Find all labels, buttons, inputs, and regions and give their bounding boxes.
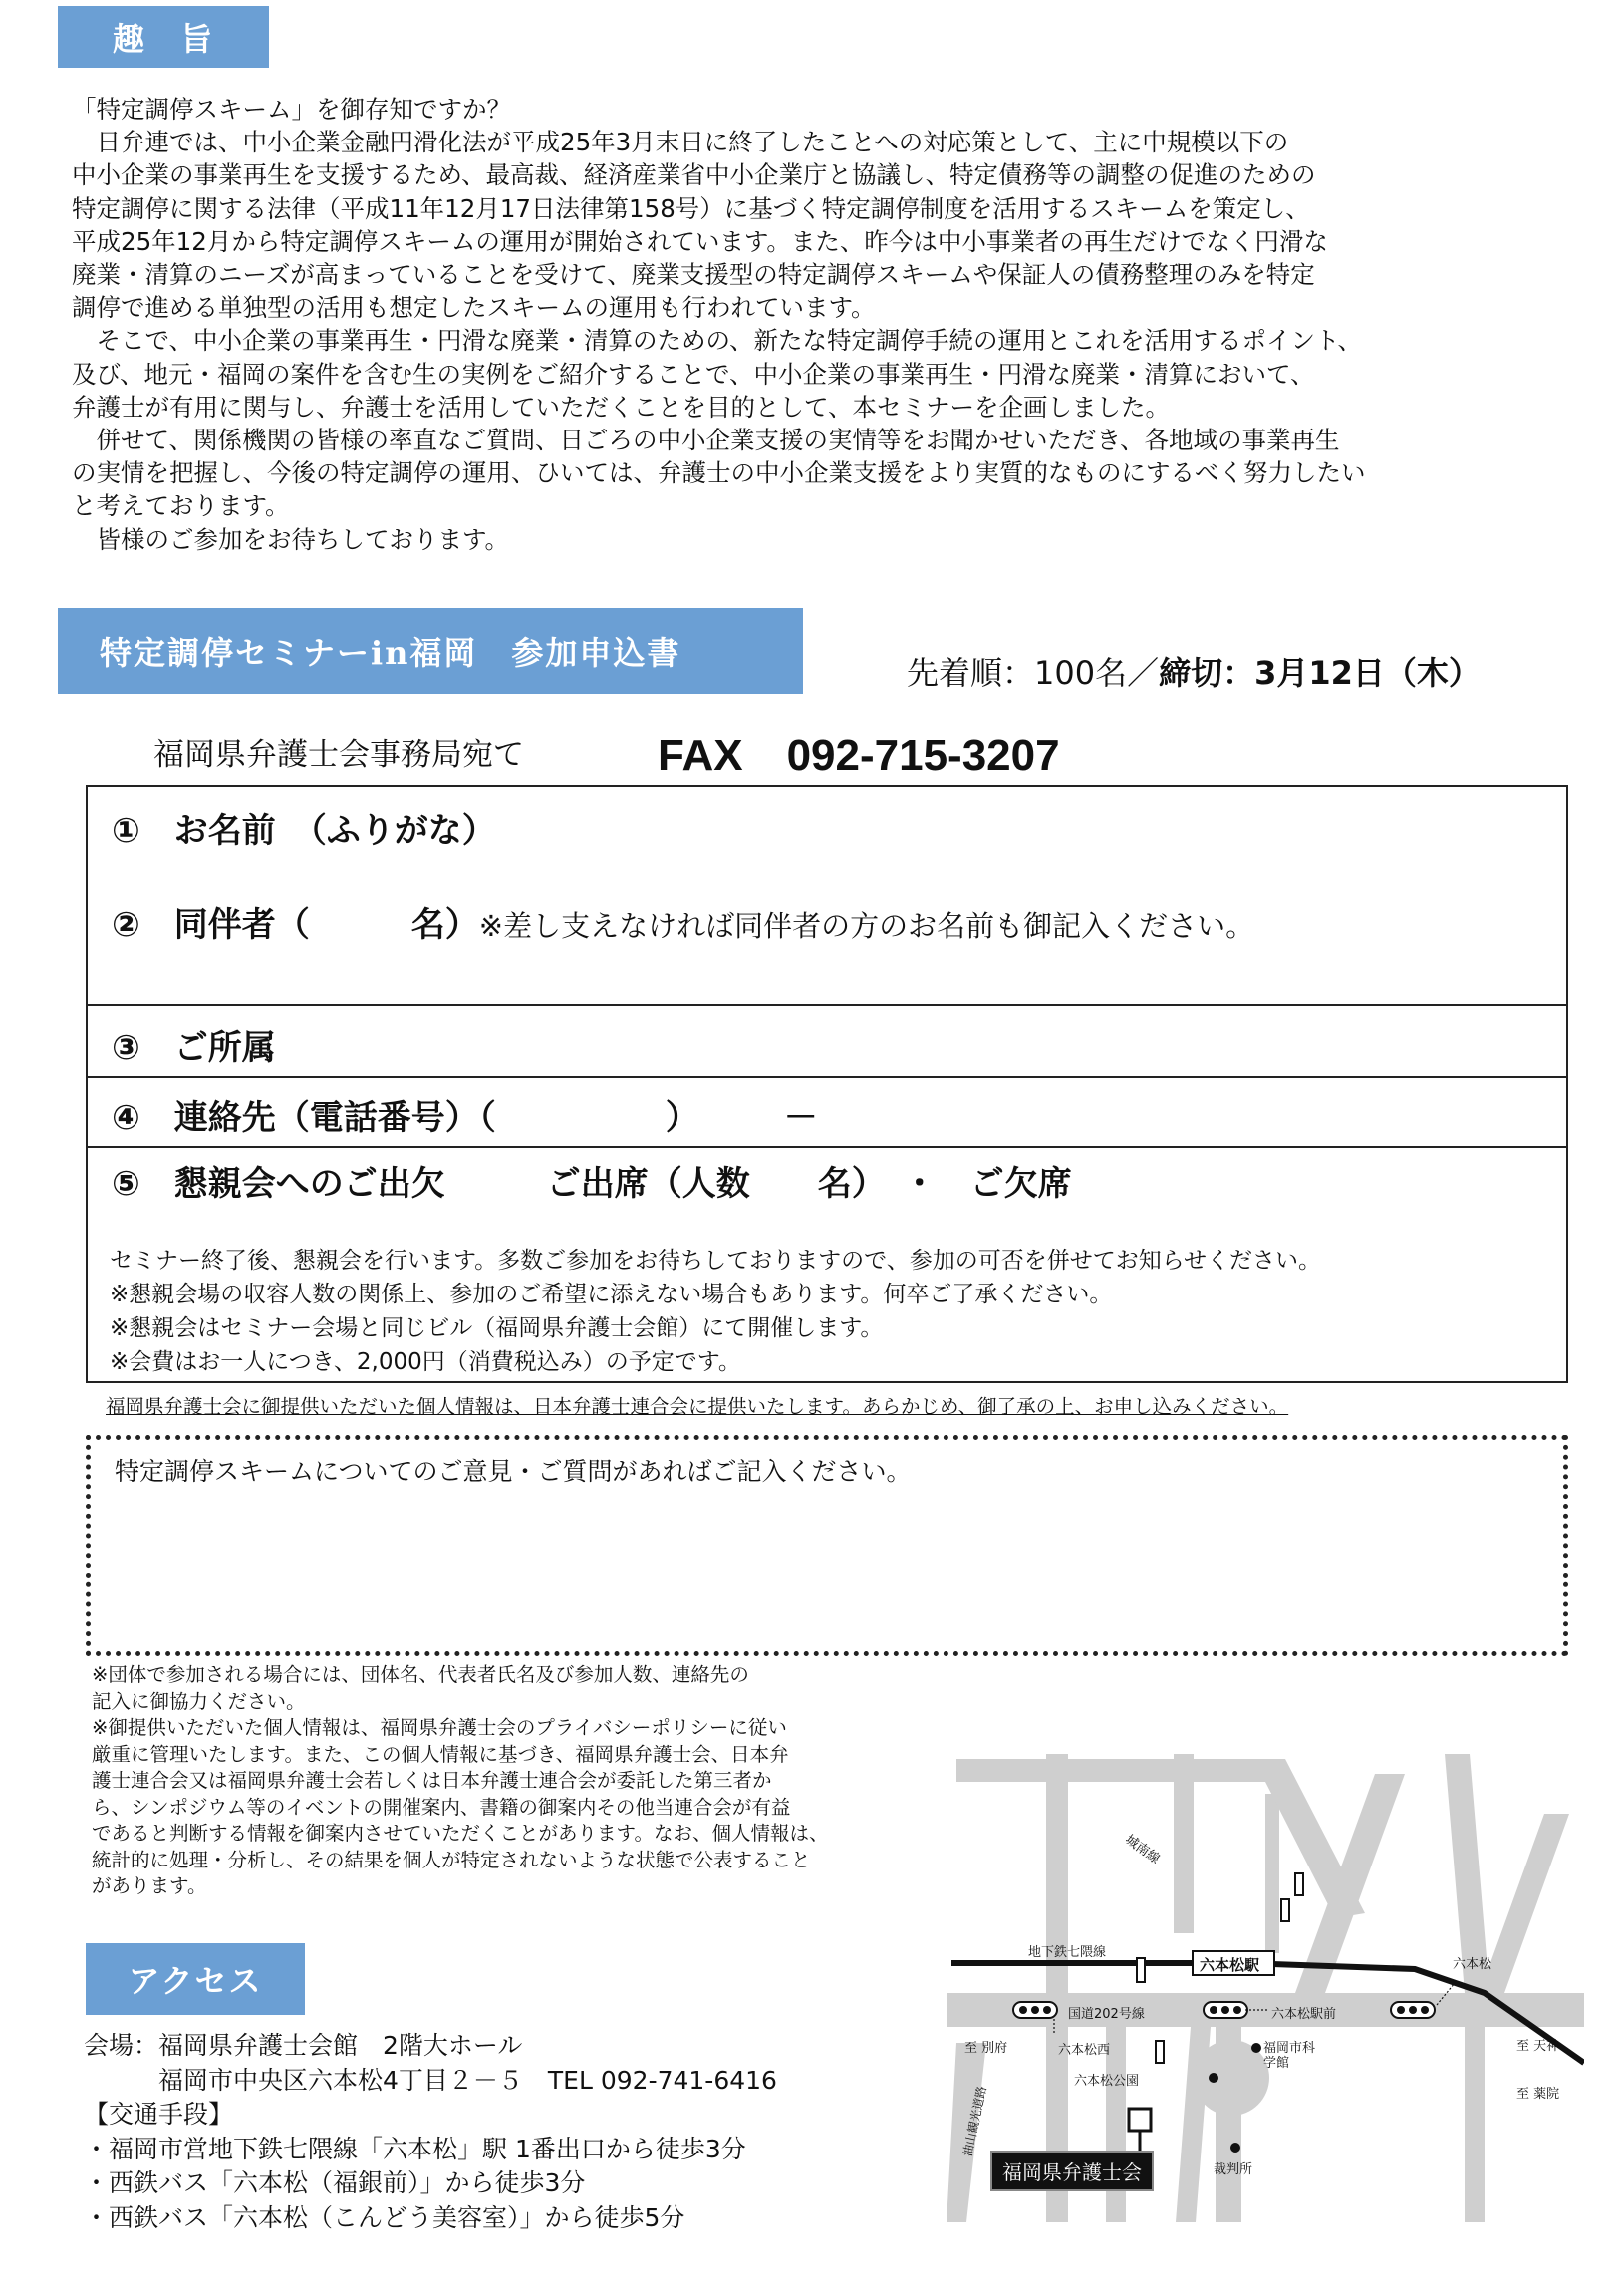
purpose-header: 趣 旨 [58,6,269,68]
purpose-line: 中小企業の事業再生を支援するため、最高裁、経済産業省中小企業庁と協議し、特定債務等の調整の促進のための [72,160,1316,190]
purpose-line: 平成25年12月から特定調停スキームの運用が開始されています。また、昨今は中小事業者の再生だけでなく円滑な [72,226,1328,256]
divider [88,1076,1566,1078]
map-label-jonan: 城南線 [1122,1832,1163,1867]
map-label-ropponmatsu-nishi: 六本松西 [1058,2043,1111,2058]
note-line: ※御提供いただいた個人情報は、福岡県弁護士会のプライバシーポリシーに従い [92,1716,787,1739]
purpose-line: 日弁連では、中小企業金融円滑化法が平成25年3月末日に終了したことへの対応策として、主に中規模以下の [72,128,1289,157]
map-label-aburayama: 油山観光道路 [960,2084,989,2158]
deadline-label: 締切：3月12日（木） [1159,654,1481,692]
purpose-line: 廃業・清算のニーズが高まっていることを受けて、廃業支援型の特定調停スキームや保証人の債務整理のみを特定 [72,260,1315,290]
comment-box[interactable] [86,1435,1568,1656]
note-line: ※団体で参加される場合には、団体名、代表者氏名及び参加人数、連絡先の [92,1663,749,1686]
map-label-yakuin: 至 薬院 [1516,2087,1560,2102]
access-info [84,2029,777,2235]
phone-field[interactable]: ④ 連絡先（電話番号）（ ） － [112,1098,818,1138]
transport-line: ・福岡市営地下鉄七隈線「六本松」駅 1番出口から徒歩3分 [84,2134,746,2163]
divider [88,1004,1566,1006]
map-label-beppu: 至 別府 [964,2041,1008,2056]
map-label-station: 六本松駅 [1200,1956,1260,1974]
purpose-line: と考えております。 [72,491,290,521]
purpose-line: 併せて、関係機関の皆様の率直なご質問、日ごろの中小企業支援の実情等をお聞かせいただき、各地域の事業再生 [72,426,1340,455]
purpose-text [72,93,1566,556]
companion-field[interactable] [112,897,1254,946]
divider [88,1146,1566,1148]
transport-heading: 【交通手段】 [84,2100,234,2129]
building-marker [1129,2109,1151,2131]
companion-label: ② 同伴者（ 名） [112,905,479,945]
map-label-science-museum: 福岡市科学館 [1263,2041,1316,2071]
reception-note: ※会費はお一人につき、2,000円（消費税込み）の予定です。 [110,1349,741,1375]
purpose-line: 及び、地元・福岡の案件を含む生の実例をご紹介することで、中小企業の事業再生・円滑な廃業・清算において、 [72,359,1315,389]
capacity-deadline [907,648,1481,694]
reception-attendance-field[interactable]: ⑤ 懇親会へのご出欠 ご出席（人数 名） ・ ご欠席 [112,1164,1072,1204]
note-line: 護士連合会又は福岡県弁護士会若しくは日本弁護士連合会が委託した第三者か [92,1769,772,1792]
fax-number: FAX 092-715-3207 [658,731,1060,780]
purpose-line: 皆様のご参加をお待ちしております。 [72,524,510,554]
capacity-label: 先着順：100名／ [907,654,1160,692]
purpose-line: 「特定調停スキーム」を御存知ですか？ [72,95,511,124]
note-line: ら、シンポジウム等のイベントの開催案内、書籍の御案内その他当連合会が有益 [92,1795,791,1819]
application-header: 特定調停セミナーin福岡 参加申込書 [58,608,803,694]
note-line: であると判断する情報を御案内させていただくことがあります。なお、個人情報は、 [92,1822,829,1845]
purpose-line: 調停で進める単独型の活用も想定したスキームの運用も行われています。 [72,293,876,323]
note-line: 記入に御協力ください。 [92,1689,306,1713]
map-label-subway: 地下鉄七隈線 [1028,1945,1107,1960]
venue-line: 会場：福岡県弁護士会館 2階大ホール [84,2031,523,2060]
reception-note: ※懇親会場の収容人数の関係上、参加のご希望に添えない場合もあります。何卒ご了承ください。 [110,1282,1113,1307]
purpose-line: そこで、中小企業の事業再生・円滑な廃業・清算のための、新たな特定調停手続の運用とこれを活用するポイント、 [72,326,1362,356]
map-label-route202: 国道202号線 [1068,2007,1145,2022]
transport-line: ・西鉄バス「六本松（福銀前）」から徒歩3分 [84,2168,586,2197]
affiliation-field[interactable]: ③ ご所属 [112,1028,276,1068]
companion-note: ※差し支えなければ同伴者の方のお名前も御記入ください。 [478,909,1255,943]
privacy-line: 福岡県弁護士会に御提供いただいた個人情報は、日本弁護士連合会に提供いたします。あらかじめ、御了承の上、お申し込みください。 [106,1395,1289,1418]
application-form [86,785,1568,1383]
map-label-tenjin: 至 天神 [1516,2039,1560,2054]
access-map [947,1754,1584,2232]
map-label-bar-association: 福岡県弁護士会 [990,2151,1154,2191]
map-label-rop-station-mae: 六本松駅前 [1271,2007,1337,2022]
map-label-court: 裁判所 [1214,2162,1253,2177]
reception-note: ※懇親会はセミナー会場と同じビル（福岡県弁護士会館）にて開催します。 [110,1315,884,1341]
purpose-line: の実情を把握し、今後の特定調停の運用、ひいては、弁護士の中小企業支援をより実質的なものにするべく努力したい [72,458,1366,488]
name-field[interactable]: ① お名前 （ふりがな） [112,811,496,851]
purpose-line: 弁護士が有用に関与し、弁護士を活用していただくことを目的として、本セミナーを企画しました。 [72,392,1171,422]
note-line: 厳重に管理いたします。また、この個人情報に基づき、福岡県弁護士会、日本弁 [92,1742,789,1766]
reception-note: セミナー終了後、懇親会を行います。多数ご参加をお待ちしておりますので、参加の可否を併せてお知らせください。 [110,1248,1322,1274]
note-line: があります。 [92,1874,207,1897]
note-line: 統計的に処理・分析し、その結果を個人が特定されないような状態で公表すること [92,1848,811,1871]
comment-prompt: 特定調停スキームについてのご意見・ご質問があればご記入ください。 [115,1457,912,1486]
address-line: 福岡市中央区六本松4丁目２－５ TEL 092-741-6416 [84,2065,777,2095]
purpose-line: 特定調停に関する法律（平成11年12月17日法律第158号）に基づく特定調停制度を活用するスキームを策定し、 [72,193,1310,223]
transport-line: ・西鉄バス「六本松（こんどう美容室）」から徒歩5分 [84,2202,685,2232]
map-label-ropponmatsu: 六本松 [1453,1957,1492,1972]
privacy-notes [92,1662,948,1900]
fax-to: 福岡県弁護士会事務局宛て [153,737,524,773]
map-label-park: 六本松公園 [1074,2074,1140,2089]
access-header: アクセス [86,1943,305,2015]
